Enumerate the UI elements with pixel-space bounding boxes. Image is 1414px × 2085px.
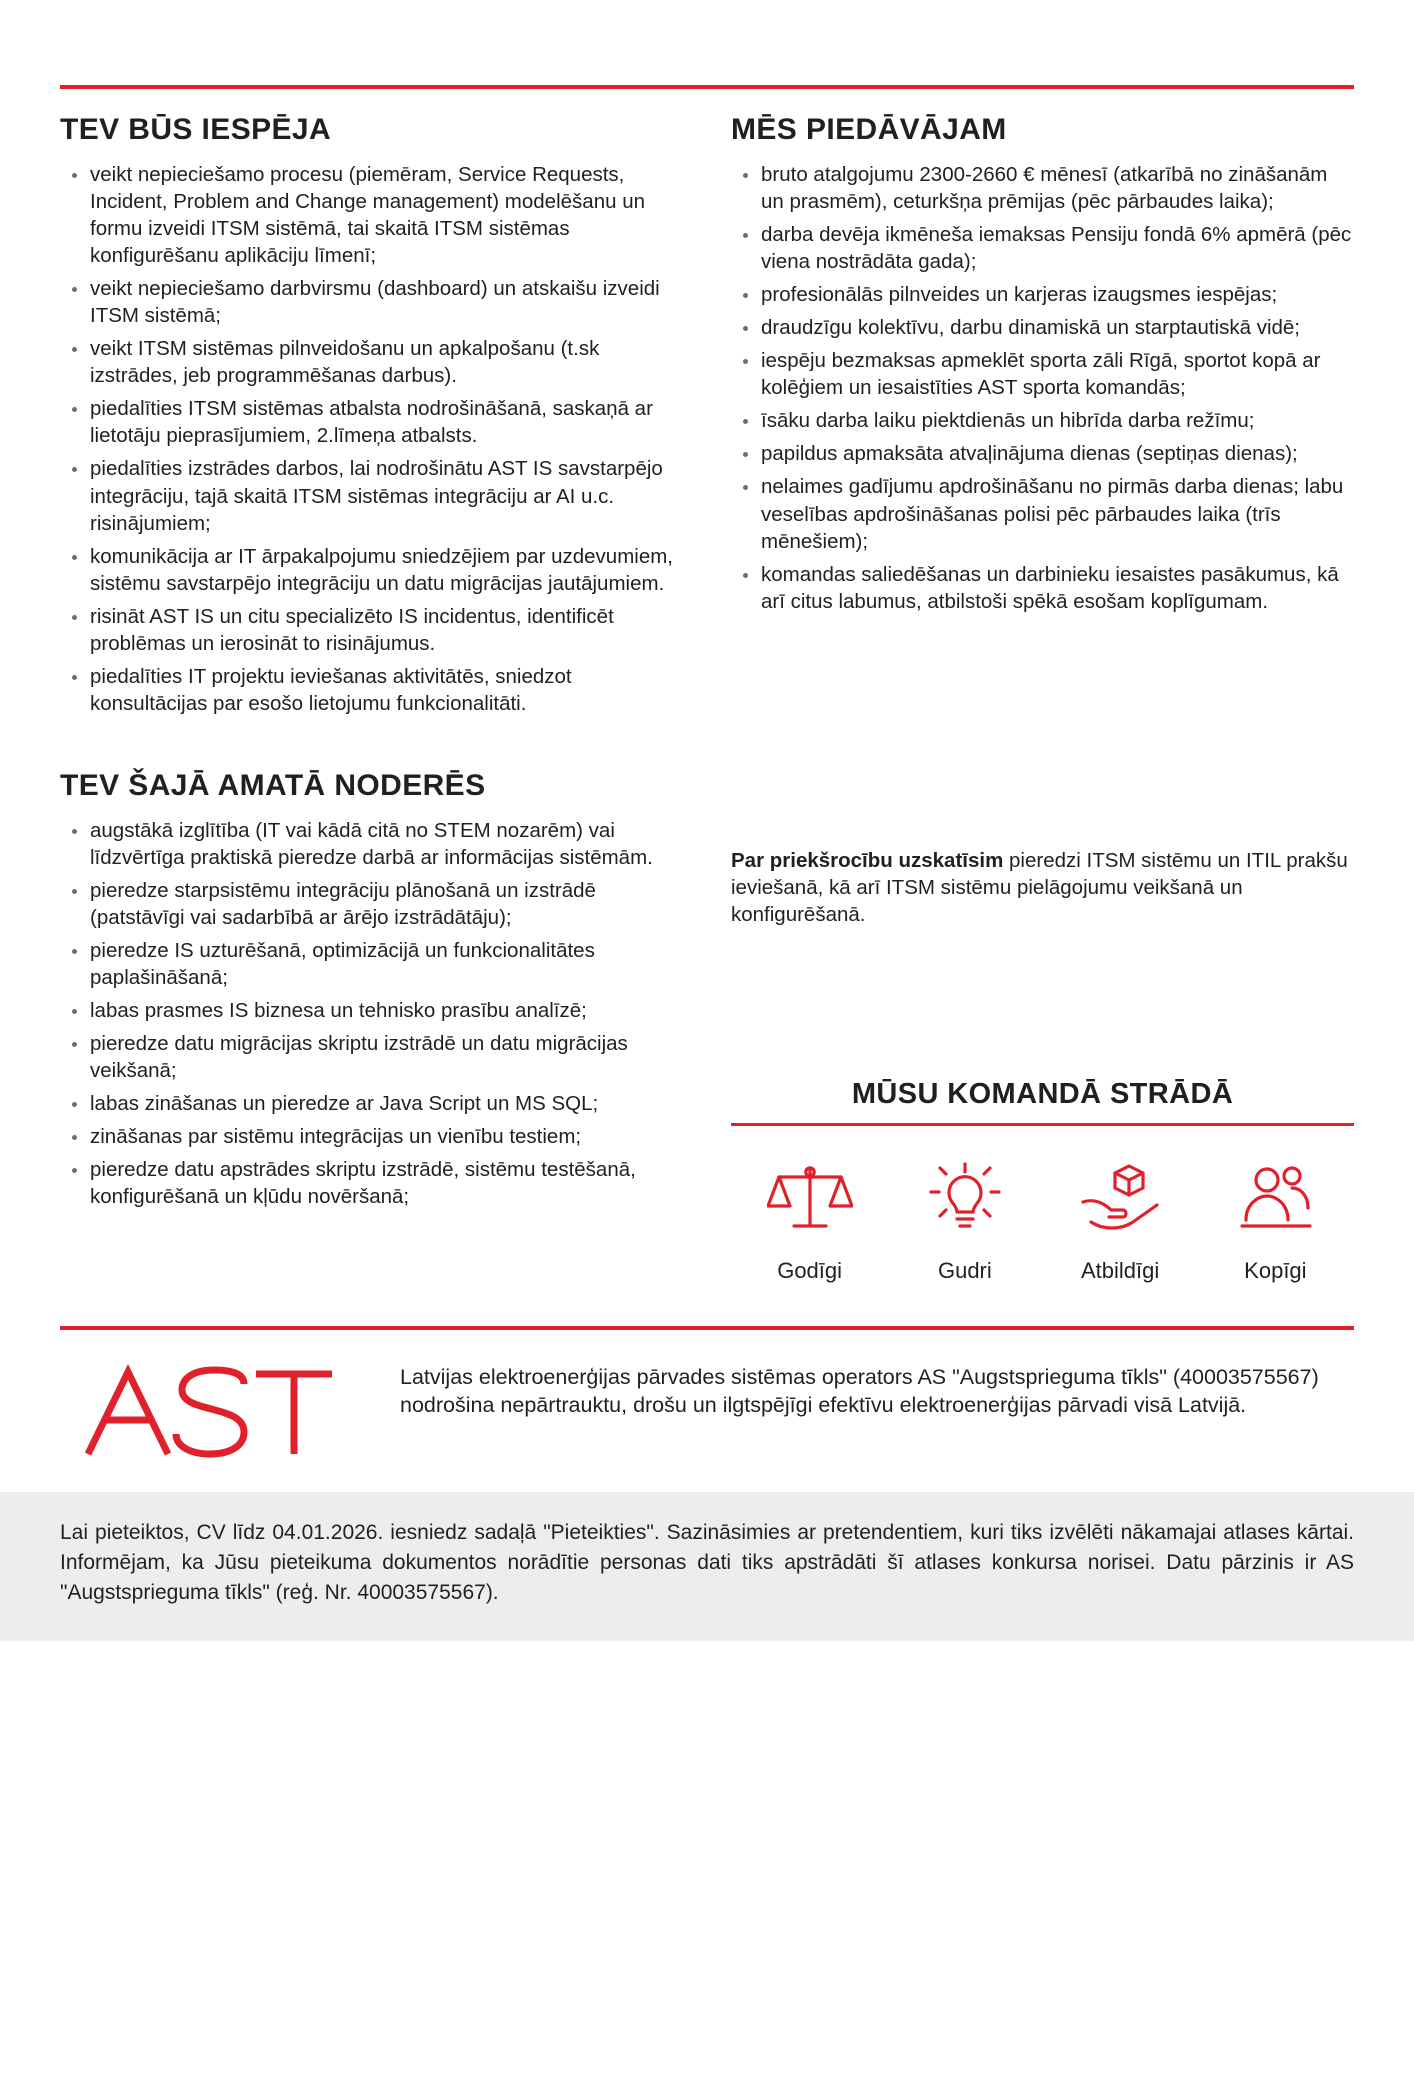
list-item: piedalīties IT projektu ieviešanas aktivitātēs, sniedzot konsultācijas par esošo lietojumu funkcionalitāti. xyxy=(60,663,683,717)
offer-section xyxy=(731,113,1354,723)
scales-icon xyxy=(737,1152,882,1244)
team-values xyxy=(731,1152,1354,1284)
list-item: komandas saliedēšanas un darbinieku iesaistes pasākumus, kā arī citus labumus, atbilstoši spēkā esošam koplīgumam. xyxy=(731,561,1354,615)
list-item: komunikācija ar IT ārpakalpojumu sniedzējiem par uzdevumiem, sistēmu savstarpējo integrāciju un datu migrācijas jautājumiem. xyxy=(60,543,683,597)
list-item: pieredze IS uzturēšanā, optimizācijā un funkcionalitātes paplašināšanā; xyxy=(60,937,683,991)
advantage-note xyxy=(731,847,1354,928)
spacer xyxy=(60,723,1354,769)
value-label: Kopīgi xyxy=(1244,1258,1307,1284)
team-divider xyxy=(731,1123,1354,1126)
top-columns xyxy=(60,113,1354,723)
list-item: piedalīties ITSM sistēmas atbalsta nodrošināšanā, saskaņā ar lietotāju pieprasījumiem, 2.līmeņa atbalsts. xyxy=(60,395,683,449)
right-column xyxy=(731,817,1354,1284)
lightbulb-icon xyxy=(892,1152,1037,1244)
list-item: nelaimes gadījumu apdrošināšanu no pirmās darba dienas; labu veselības apdrošināšanas polisi pēc pārbaudes laika (trīs mēnešiem); xyxy=(731,473,1354,554)
value-label: Gudri xyxy=(937,1258,992,1284)
list-item: pieredze datu migrācijas skriptu izstrādē un datu migrācijas veikšanā; xyxy=(60,1030,683,1084)
value-item xyxy=(892,1152,1037,1284)
list-item: veikt nepieciešamo procesu (piemēram, Service Requests, Incident, Problem and Change management) modelēšanu un formu izveidi ITSM sistēmā, tai skaitā ITSM sistēmas konfigurēšanu aplikāciju līmenī; xyxy=(60,161,683,269)
bottom-columns xyxy=(60,817,1354,1284)
company-description: Latvijas elektroenerģijas pārvades sistēmas operators AS "Augstsprieguma tīkls" (40003575567) nodrošina nepārtrauktu, drošu un ilgtspējīgi efektīvu elektroenerģijas pārvadi visā Latvijā. xyxy=(400,1365,1319,1417)
list-item: augstākā izglītība (IT vai kādā citā no STEM nozarēm) vai līdzvērtīga praktiskā pieredze darbā ar informācijas sistēmām. xyxy=(60,817,683,871)
list-item: pieredze starpsistēmu integrāciju plānošanā un izstrādē (patstāvīgi vai sadarbībā ar ārējo izstrādātāju); xyxy=(60,877,683,931)
list-item: bruto atalgojumu 2300-2660 € mēnesī (atkarībā no zināšanām un prasmēm), ceturkšņa prēmijas (pēc pārbaudes laika); xyxy=(731,161,1354,215)
list-item: labas prasmes IS biznesa un tehnisko prasību analīzē; xyxy=(60,997,683,1024)
ast-logo xyxy=(60,1356,360,1462)
job-ad-page xyxy=(0,85,1414,2085)
offer-title: MĒS PIEDĀVĀJAM xyxy=(731,113,1007,146)
useful-title: TEV ŠAJĀ AMATĀ NODERĒS xyxy=(60,768,486,802)
list-item: papildus apmaksāta atvaļinājuma dienas (septiņas dienas); xyxy=(731,440,1354,467)
value-item xyxy=(1203,1152,1348,1284)
advantage-lead: Par priekšrocību uzskatīsim xyxy=(731,848,1004,872)
advantage-rest: pieredzi ITSM sistēmu un ITIL prakšu ieviešanā, kā arī ITSM sistēmu pielāgojumu veikšanā un konfigurēšanā. xyxy=(731,848,1348,926)
value-label: Godīgi xyxy=(777,1258,843,1284)
people-icon xyxy=(1203,1152,1348,1244)
list-item: profesionālās pilnveides un karjeras izaugsmes iespējas; xyxy=(731,281,1354,308)
opportunity-section xyxy=(60,113,683,723)
list-item: īsāku darba laiku piektdienās un hibrīda darba režīmu; xyxy=(731,407,1354,434)
value-item xyxy=(1048,1152,1193,1284)
list-item: darba devēja ikmēneša iemaksas Pensiju fondā 6% apmērā (pēc viena nostrādāta gada); xyxy=(731,221,1354,275)
list-item: piedalīties izstrādes darbos, lai nodrošinātu AST IS savstarpējo integrāciju, tajā skaitā ITSM sistēmas integrāciju ar AI u.c. risinājumiem; xyxy=(60,455,683,536)
legal-notice: Lai pieteiktos, CV līdz 04.01.2026. iesniedz sadaļā "Pieteikties". Sazināsimies ar pretendentiem, kuri tiks izvēlēti nākamajai atlases kārtai. Informējam, ka Jūsu pieteikuma dokumentos norādītie personas dati tiks apstrādāti šī atlases konkursa norisei. Datu pārzinis ir AS "Augstsprieguma tīkls" (reģ. Nr. 40003575567). xyxy=(0,1492,1414,1641)
opportunity-list xyxy=(60,161,683,717)
list-item: veikt nepieciešamo darbvirsmu (dashboard) un atskaišu izveidi ITSM sistēmā; xyxy=(60,275,683,329)
hand-box-icon xyxy=(1048,1152,1193,1244)
list-item: risināt AST IS un citu specializēto IS incidentus, identificēt problēmas un ierosināt to risinājumus. xyxy=(60,603,683,657)
useful-list xyxy=(60,817,683,1211)
value-item xyxy=(737,1152,882,1284)
list-item: draudzīgu kolektīvu, darbu dinamiskā un starptautiskā vidē; xyxy=(731,314,1354,341)
list-item: zināšanas par sistēmu integrācijas un vienību testiem; xyxy=(60,1123,683,1150)
list-item: pieredze datu apstrādes skriptu izstrādē, sistēmu testēšanā, konfigurēšanā un kļūdu novēršanā; xyxy=(60,1156,683,1210)
list-item: iespēju bezmaksas apmeklēt sporta zāli Rīgā, sportot kopā ar kolēģiem un iesaistīties AST sporta komandās; xyxy=(731,347,1354,401)
value-label: Atbildīgi xyxy=(1080,1258,1160,1284)
list-item: veikt ITSM sistēmas pilnveidošanu un apkalpošanu (t.sk izstrādes, jeb programmēšanas darbus). xyxy=(60,335,683,389)
list-item: labas zināšanas un pieredze ar Java Script un MS SQL; xyxy=(60,1090,683,1117)
useful-section xyxy=(60,817,683,1284)
team-title: MŪSU KOMANDĀ STRĀDĀ xyxy=(851,1078,1234,1111)
opportunity-title: TEV BŪS IESPĒJA xyxy=(60,113,332,146)
offer-list xyxy=(731,161,1354,615)
footer xyxy=(60,1330,1354,1492)
top-divider xyxy=(60,85,1354,89)
